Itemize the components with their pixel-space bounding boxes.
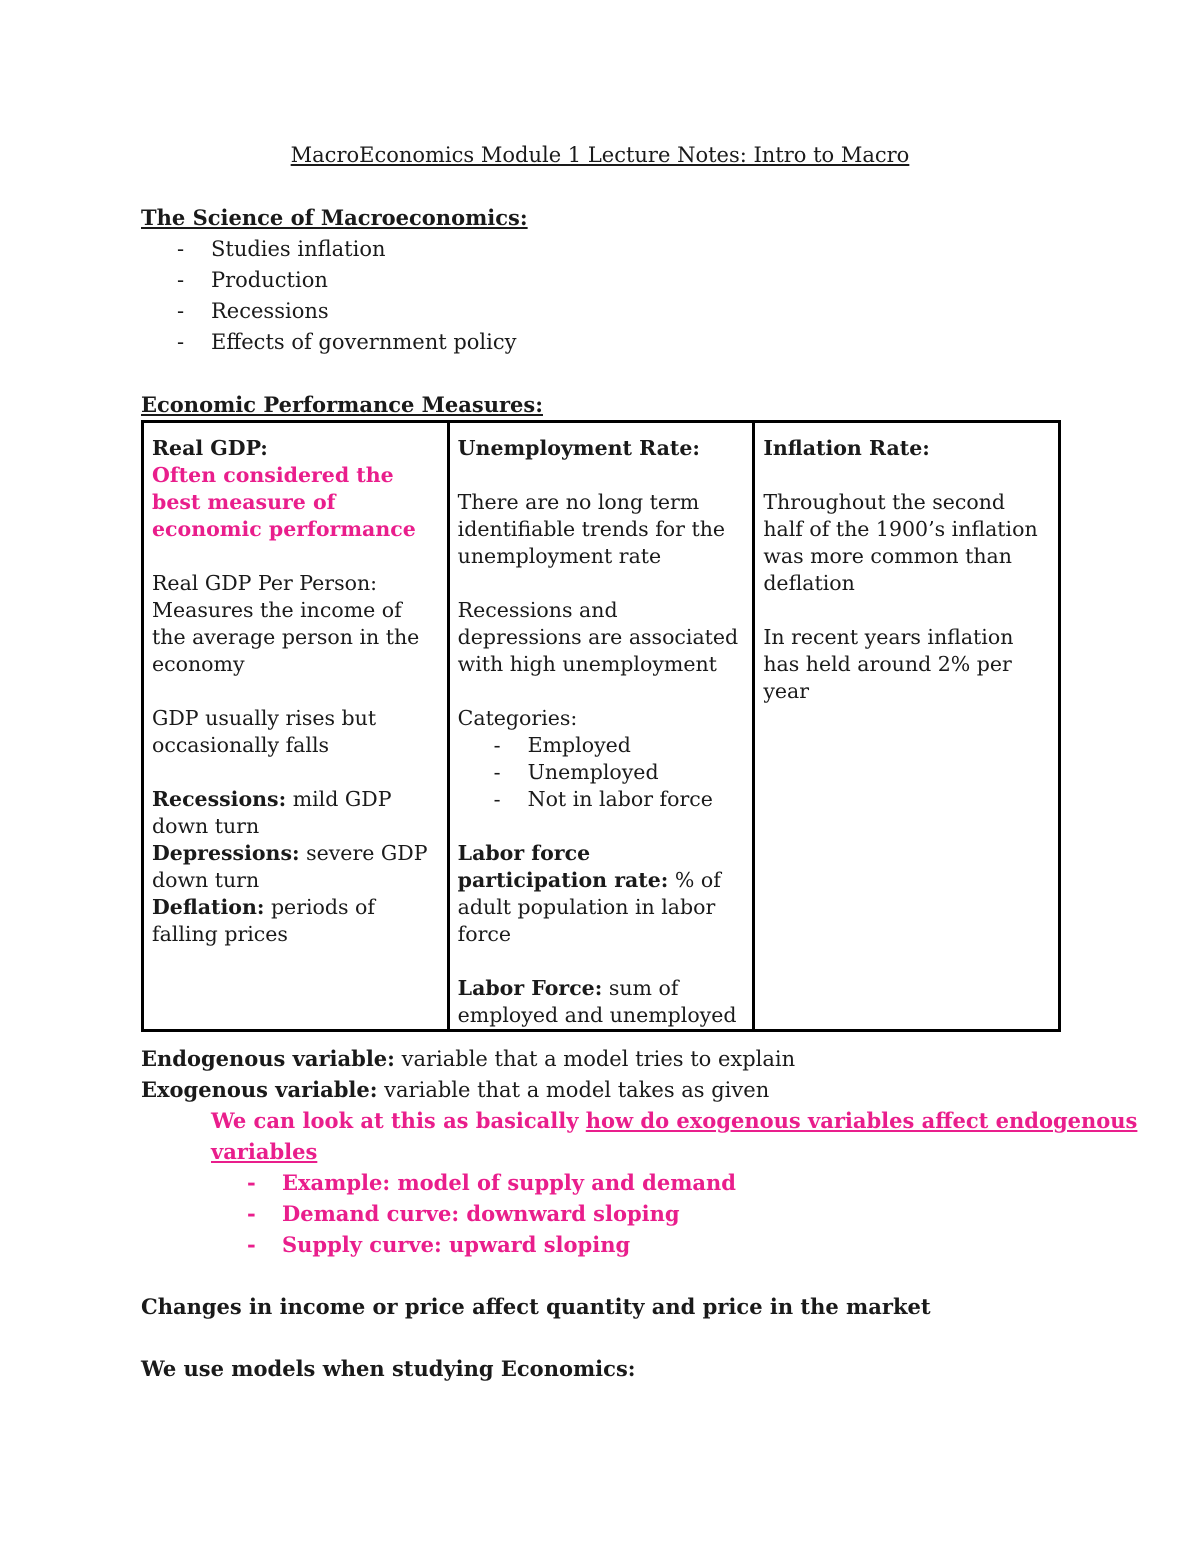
- lfpr-def: Labor force participation rate: % of adult population in labor force: [457, 841, 721, 946]
- science-heading: The Science of Macroeconomics:: [141, 205, 528, 230]
- science-list: [141, 234, 516, 358]
- deflation-def: Deflation: periods of falling prices: [152, 895, 375, 946]
- exogenous-note-cont: variables: [211, 1139, 318, 1164]
- recessions-def: Recessions: mild GDP down turn: [152, 787, 392, 838]
- page-title: MacroEconomics Module 1 Lecture Notes: Intro to Macro: [290, 143, 910, 167]
- unemployment-cell: [448, 422, 754, 1031]
- list-item: - Demand curve: downward sloping: [247, 1201, 680, 1226]
- list-item: - Supply curve: upward sloping: [247, 1232, 631, 1257]
- list-item: - Recessions: [177, 299, 329, 323]
- list-item: - Studies inflation: [177, 237, 386, 261]
- list-item: - Production: [177, 268, 328, 292]
- list-item: - Example: model of supply and demand: [247, 1170, 736, 1195]
- labor-force-def: Labor Force: sum of employed and unemployed: [457, 976, 737, 1027]
- measures-table: [141, 420, 1061, 1032]
- gdp-title: Real GDP:: [152, 436, 268, 460]
- inflation-recent: In recent years inflation has held around 2% per year: [763, 625, 1014, 703]
- list-item: - Effects of government policy: [177, 330, 517, 354]
- endogenous-def: Endogenous variable: variable that a model tries to explain: [141, 1046, 796, 1071]
- exogenous-note: We can look at this as basically how do exogenous variables affect endogenous: [211, 1108, 1138, 1133]
- categories-label: Categories:: [457, 706, 578, 730]
- changes-statement: Changes in income or price affect quantity and price in the market: [141, 1294, 931, 1319]
- supply-demand-list: [211, 1167, 736, 1260]
- gdp-per-person: Real GDP Per Person: Measures the income of the average person in the economy: [152, 571, 420, 676]
- gdp-highlight: Often considered the best measure of economic performance: [152, 463, 416, 541]
- inflation-cell: [754, 422, 1060, 1031]
- gdp-cell: [143, 422, 449, 1031]
- list-item: - Employed: [493, 733, 631, 757]
- exogenous-def: Exogenous variable: variable that a model takes as given: [141, 1077, 770, 1102]
- measures-heading: Economic Performance Measures:: [141, 392, 543, 417]
- unemployment-trend: There are no long term identifiable trends for the unemployment rate: [457, 490, 726, 568]
- list-item: - Unemployed: [493, 760, 659, 784]
- models-statement: We use models when studying Economics:: [141, 1356, 636, 1381]
- depressions-def: Depressions: severe GDP down turn: [152, 841, 428, 892]
- unemployment-title: Unemployment Rate:: [457, 436, 700, 460]
- unemployment-recessions: Recessions and depressions are associated with high unemployment: [457, 598, 739, 676]
- categories-list: [458, 732, 745, 813]
- list-item: - Not in labor force: [493, 787, 713, 811]
- inflation-title: Inflation Rate:: [763, 436, 930, 460]
- inflation-history: Throughout the second half of the 1900’s inflation was more common than deflation: [763, 490, 1038, 595]
- gdp-rises: GDP usually rises but occasionally falls: [152, 706, 377, 757]
